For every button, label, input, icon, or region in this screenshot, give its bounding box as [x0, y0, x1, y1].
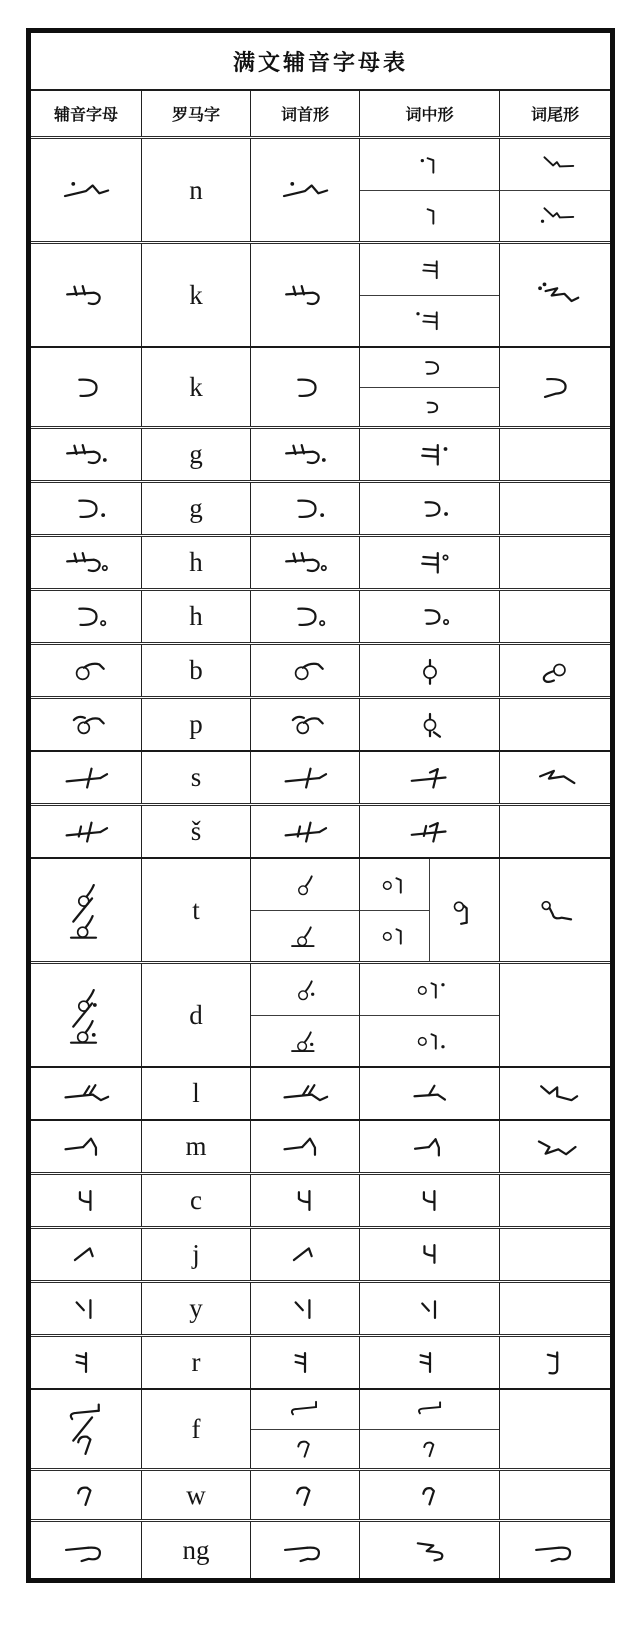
manchu-glyph-b_iso: [58, 655, 114, 686]
cell-initial-form: [250, 1522, 359, 1578]
cell-initial-form: [250, 1390, 359, 1468]
medial-k2-variant-1: [360, 348, 499, 387]
cell-roman-letter: [141, 139, 250, 241]
manchu-glyph-k_med_dot: [406, 307, 454, 334]
roman-letter: d: [189, 999, 203, 1030]
roman-letter: g: [189, 439, 203, 469]
cell-medial-form: [359, 859, 499, 961]
table-row-n: [31, 139, 610, 241]
cell-roman-letter: [141, 859, 250, 961]
cell-initial-form: [250, 859, 359, 961]
cell-medial-form: [359, 537, 499, 588]
cell-medial-form: [359, 244, 499, 346]
cell-medial-form: [359, 964, 499, 1066]
initial-f-variant-1: [251, 1390, 359, 1429]
table-row-w: [31, 1468, 610, 1519]
variant-slash: [73, 898, 92, 921]
manchu-glyph-h_iso: [58, 547, 114, 578]
cell-final-form: [499, 699, 610, 750]
roman-letter: w: [186, 1479, 206, 1510]
manchu-glyph-s_med: [402, 762, 458, 793]
manchu-glyph-n_med_dot: [406, 151, 454, 178]
manchu-glyph-b_fin: [527, 655, 583, 686]
manchu-glyph-kc_iso: [277, 372, 333, 403]
roman-letter: s: [190, 762, 202, 792]
cell-roman-letter: [141, 1471, 250, 1519]
manchu-glyph-ng_iso: [58, 1535, 114, 1566]
header-final-form: 词尾形: [499, 91, 610, 136]
header-row: [31, 91, 610, 139]
manchu-consonant-table: [26, 28, 615, 1583]
cell-consonant-letter: [31, 139, 141, 241]
cell-medial-form: [359, 1068, 499, 1119]
cell-initial-form: [250, 591, 359, 642]
cell-roman-letter: [141, 537, 250, 588]
cell-final-form: [499, 1175, 610, 1226]
table-row-g2: [31, 480, 610, 534]
cell-consonant-letter: [31, 244, 141, 346]
manchu-glyph-b_iso: [277, 655, 333, 686]
roman-letter: ng: [182, 1534, 210, 1565]
cell-roman-letter: [141, 483, 250, 534]
roman-letter: n: [189, 174, 203, 205]
cell-consonant-letter: [31, 348, 141, 426]
manchu-glyph-gc_iso: [277, 493, 333, 524]
header-consonant-letter: 辅音字母: [53, 107, 118, 124]
manchu-glyph-c_med: [402, 1185, 458, 1216]
manchu-glyph-m_fin: [527, 1131, 583, 1162]
roman-letter: p: [189, 709, 203, 739]
cell-initial-form: [250, 752, 359, 803]
cell-final-form: [499, 1471, 610, 1519]
cell-medial-form: [359, 139, 499, 241]
medial-f-variant-1: [360, 1390, 499, 1429]
roman-letter: m: [185, 1131, 207, 1161]
cell-roman-letter: [141, 348, 250, 426]
cell-medial-form: [359, 1229, 499, 1280]
medial-t-left-variant-2: [360, 910, 429, 962]
manchu-glyph-m_iso: [277, 1131, 333, 1162]
manchu-glyph-w_iso: [277, 1480, 333, 1511]
manchu-glyph-f_a: [281, 1396, 329, 1423]
manchu-glyph-g_iso: [58, 439, 114, 470]
manchu-glyph-d_med1: [406, 976, 454, 1003]
initial-d-variant-1: [251, 964, 359, 1015]
table-title: 满文辅音字母表: [31, 33, 610, 91]
cell-final-form: [499, 1390, 610, 1468]
cell-final-form: [499, 483, 610, 534]
cell-initial-form: [250, 429, 359, 480]
manchu-glyph-r_fin: [527, 1347, 583, 1378]
manchu-glyph-kc_iso: [58, 372, 114, 403]
cell-consonant-letter: [31, 1283, 141, 1334]
cell-roman-letter: [141, 752, 250, 803]
manchu-glyph-d_a: [281, 976, 329, 1003]
table-row-c: [31, 1172, 610, 1226]
manchu-glyph-n_iso: [277, 175, 333, 206]
cell-roman-letter: [141, 1175, 250, 1226]
table-row-h2: [31, 588, 610, 642]
cell-medial-form: [359, 699, 499, 750]
manchu-glyph-m_iso: [58, 1131, 114, 1162]
cell-consonant-letter: [31, 1068, 141, 1119]
cell-final-form: [499, 806, 610, 857]
cell-consonant-letter: [31, 1121, 141, 1172]
medial-d-variant-1: [360, 964, 499, 1015]
cell-medial-form: [359, 483, 499, 534]
cell-consonant-letter: [31, 752, 141, 803]
manchu-glyph-ng_fin: [527, 1535, 583, 1566]
cell-final-form: [499, 1337, 610, 1388]
manchu-glyph-kc_fin: [527, 372, 583, 403]
roman-letter: f: [191, 1413, 201, 1444]
manchu-glyph-pair-f_a-f_b: [58, 1398, 114, 1460]
cell-consonant-letter: [31, 806, 141, 857]
manchu-glyph-p_iso: [277, 709, 333, 740]
manchu-glyph-m_med: [402, 1131, 458, 1162]
cell-medial-form: [359, 1522, 499, 1578]
final-n-variant-2: [500, 190, 610, 242]
cell-roman-letter: [141, 645, 250, 696]
manchu-glyph-n_med: [406, 202, 454, 229]
manchu-glyph-hc_med: [402, 601, 458, 632]
roman-letter: j: [192, 1239, 200, 1269]
manchu-glyph-h_iso: [277, 547, 333, 578]
cell-consonant-letter: [31, 859, 141, 961]
manchu-glyph-l_med: [402, 1078, 458, 1109]
cell-initial-form: [250, 1471, 359, 1519]
cell-consonant-letter: [31, 964, 141, 1066]
variant-slash: [73, 1003, 92, 1026]
table-row-g1: [31, 426, 610, 480]
cell-final-form: [499, 859, 610, 961]
cell-final-form: [499, 1522, 610, 1578]
roman-letter: y: [189, 1293, 203, 1323]
table-row-y: [31, 1280, 610, 1334]
cell-consonant-letter: [31, 591, 141, 642]
roman-letter: k: [189, 371, 203, 402]
cell-final-form: [499, 964, 610, 1066]
cell-consonant-letter: [31, 1522, 141, 1578]
table-row-l: [31, 1066, 610, 1119]
cell-consonant-letter: [31, 1175, 141, 1226]
cell-initial-form: [250, 699, 359, 750]
cell-roman-letter: [141, 806, 250, 857]
manchu-glyph-j_med: [402, 1239, 458, 1270]
manchu-glyph-sh_iso: [58, 816, 114, 847]
manchu-glyph-sh_med: [402, 816, 458, 847]
cell-final-form: [499, 1283, 610, 1334]
cell-consonant-letter: [31, 645, 141, 696]
manchu-glyph-h_med: [402, 547, 458, 578]
cell-initial-form: [250, 483, 359, 534]
manchu-glyph-sh_iso: [277, 816, 333, 847]
manchu-glyph-l_fin: [527, 1078, 583, 1109]
roman-letter: b: [189, 655, 203, 685]
roman-letter: c: [190, 1185, 202, 1215]
cell-roman-letter: [141, 1121, 250, 1172]
cell-roman-letter: [141, 1522, 250, 1578]
cell-roman-letter: [141, 1283, 250, 1334]
manchu-glyph-y_iso: [277, 1293, 333, 1324]
manchu-glyph-ng_med: [402, 1535, 458, 1566]
roman-letter: g: [189, 493, 203, 523]
medial-f-variant-2: [360, 1429, 499, 1469]
cell-roman-letter: [141, 1337, 250, 1388]
cell-roman-letter: [141, 429, 250, 480]
table-row-j: [31, 1226, 610, 1280]
cell-consonant-letter: [31, 1471, 141, 1519]
cell-initial-form: [250, 348, 359, 426]
table-row-s: [31, 750, 610, 803]
manchu-glyph-f_med_a: [406, 1396, 454, 1423]
roman-letter: r: [191, 1347, 201, 1377]
medial-t-left: [360, 859, 430, 961]
table-row-m: [31, 1119, 610, 1172]
manchu-glyph-p_iso: [58, 709, 114, 740]
table-row-r: [31, 1334, 610, 1388]
table-row-p: [31, 696, 610, 750]
cell-final-form: [499, 139, 610, 241]
cell-consonant-letter: [31, 483, 141, 534]
initial-d-variant-2: [251, 1015, 359, 1067]
table-row-ng: [31, 1519, 610, 1578]
medial-d-variant-2: [360, 1015, 499, 1067]
cell-final-form: [499, 1121, 610, 1172]
manchu-glyph-y_iso: [58, 1293, 114, 1324]
cell-roman-letter: [141, 1390, 250, 1468]
cell-medial-form: [359, 429, 499, 480]
initial-t-variant-2: [251, 910, 359, 962]
cell-initial-form: [250, 139, 359, 241]
manchu-glyph-t_med1: [371, 871, 419, 898]
manchu-glyph-gc_iso: [58, 493, 114, 524]
cell-initial-form: [250, 537, 359, 588]
manchu-glyph-n_fin_dot: [531, 202, 579, 229]
manchu-glyph-k_iso: [277, 280, 333, 311]
manchu-glyph-l_iso: [277, 1078, 333, 1109]
cell-medial-form: [359, 1121, 499, 1172]
manchu-glyph-n_fin: [531, 151, 579, 178]
initial-t-variant-1: [251, 859, 359, 910]
manchu-glyph-d_med2: [406, 1027, 454, 1054]
cell-final-form: [499, 752, 610, 803]
table-row-t: [31, 857, 610, 961]
table-row-h1: [31, 534, 610, 588]
cell-initial-form: [250, 645, 359, 696]
manchu-glyph-j_iso: [58, 1239, 114, 1270]
table-row-k1: [31, 241, 610, 346]
cell-final-form: [499, 1229, 610, 1280]
cell-roman-letter: [141, 591, 250, 642]
cell-final-form: [499, 348, 610, 426]
roman-letter: h: [189, 547, 203, 577]
table-row-f: [31, 1388, 610, 1468]
table-row-k2: [31, 346, 610, 426]
roman-letter: k: [189, 279, 203, 310]
manchu-glyph-k_iso: [58, 280, 114, 311]
cell-medial-form: [359, 1471, 499, 1519]
manchu-glyph-ng_iso: [277, 1535, 333, 1566]
manchu-glyph-n_iso: [58, 175, 114, 206]
cell-final-form: [499, 429, 610, 480]
cell-roman-letter: [141, 699, 250, 750]
manchu-glyph-gc_med: [402, 493, 458, 524]
manchu-glyph-w_iso: [58, 1480, 114, 1511]
cell-initial-form: [250, 964, 359, 1066]
cell-consonant-letter: [31, 1390, 141, 1468]
manchu-glyph-t_medq: [437, 895, 493, 926]
medial-k1-variant-2: [360, 295, 499, 347]
manchu-glyph-g_iso: [277, 439, 333, 470]
manchu-glyph-d_b: [281, 1027, 329, 1054]
manchu-glyph-kc_med_b: [406, 393, 454, 420]
cell-roman-letter: [141, 1068, 250, 1119]
table-row-d: [31, 961, 610, 1066]
cell-medial-form: [359, 1337, 499, 1388]
cell-initial-form: [250, 1283, 359, 1334]
cell-medial-form: [359, 806, 499, 857]
manchu-glyph-k_med: [406, 256, 454, 283]
cell-initial-form: [250, 1175, 359, 1226]
cell-roman-letter: [141, 964, 250, 1066]
cell-medial-form: [359, 591, 499, 642]
cell-consonant-letter: [31, 1229, 141, 1280]
cell-medial-form: [359, 645, 499, 696]
table-row-sh: [31, 803, 610, 857]
manchu-glyph-j_iso: [277, 1239, 333, 1270]
cell-initial-form: [250, 1121, 359, 1172]
manchu-glyph-k_fin: [527, 280, 583, 311]
manchu-glyph-p_med: [402, 709, 458, 740]
manchu-glyph-pair-t_a-t_b: [58, 879, 114, 941]
cell-initial-form: [250, 1337, 359, 1388]
medial-k1-variant-1: [360, 244, 499, 295]
cell-medial-form: [359, 1283, 499, 1334]
final-n-variant-1: [500, 139, 610, 190]
cell-initial-form: [250, 1068, 359, 1119]
manchu-glyph-t_fin: [527, 895, 583, 926]
cell-roman-letter: [141, 244, 250, 346]
cell-consonant-letter: [31, 429, 141, 480]
roman-letter: š: [190, 816, 202, 846]
cell-final-form: [499, 1068, 610, 1119]
manchu-glyph-f_med_b: [406, 1435, 454, 1462]
cell-final-form: [499, 537, 610, 588]
manchu-glyph-r_med: [402, 1347, 458, 1378]
letter-rows: [31, 139, 610, 1578]
manchu-glyph-t_b: [281, 922, 329, 949]
cell-medial-form: [359, 1175, 499, 1226]
manchu-glyph-pair-d_a-d_b: [58, 984, 114, 1046]
medial-k2-variant-2: [360, 387, 499, 427]
manchu-glyph-s_iso: [277, 762, 333, 793]
cell-initial-form: [250, 1229, 359, 1280]
cell-final-form: [499, 244, 610, 346]
medial-n-variant-2: [360, 190, 499, 242]
manchu-glyph-y_med: [402, 1293, 458, 1324]
manchu-glyph-hc_iso: [277, 601, 333, 632]
cell-final-form: [499, 591, 610, 642]
manchu-glyph-r_iso: [58, 1347, 114, 1378]
manchu-glyph-c_iso: [58, 1185, 114, 1216]
manchu-glyph-w_med: [402, 1480, 458, 1511]
manchu-glyph-r_iso: [277, 1347, 333, 1378]
cell-medial-form: [359, 1390, 499, 1468]
cell-roman-letter: [141, 1229, 250, 1280]
manchu-glyph-l_iso: [58, 1078, 114, 1109]
roman-letter: l: [192, 1078, 200, 1108]
medial-t-left-variant-1: [360, 859, 429, 910]
manchu-glyph-t_med1: [371, 922, 419, 949]
cell-consonant-letter: [31, 537, 141, 588]
cell-initial-form: [250, 244, 359, 346]
manchu-glyph-f_b: [281, 1435, 329, 1462]
cell-consonant-letter: [31, 1337, 141, 1388]
manchu-glyph-hc_iso: [58, 601, 114, 632]
medial-t-right: [430, 859, 499, 961]
header-initial-form: 词首形: [250, 91, 359, 136]
manchu-glyph-c_iso: [277, 1185, 333, 1216]
header-roman-letter: 罗马字: [141, 91, 250, 136]
medial-n-variant-1: [360, 139, 499, 190]
roman-letter: h: [189, 601, 203, 631]
cell-medial-form: [359, 348, 499, 426]
manchu-glyph-s_iso: [58, 762, 114, 793]
manchu-glyph-g_med: [402, 439, 458, 470]
cell-final-form: [499, 645, 610, 696]
manchu-glyph-t_a: [281, 871, 329, 898]
manchu-glyph-b_med: [402, 655, 458, 686]
manchu-glyph-s_fin: [527, 762, 583, 793]
roman-letter: t: [192, 894, 200, 925]
cell-consonant-letter: [31, 699, 141, 750]
cell-medial-form: [359, 752, 499, 803]
header-medial-form: 词中形: [359, 91, 499, 136]
initial-f-variant-2: [251, 1429, 359, 1469]
manchu-glyph-kc_med_a: [406, 354, 454, 381]
table-row-b: [31, 642, 610, 696]
cell-initial-form: [250, 806, 359, 857]
